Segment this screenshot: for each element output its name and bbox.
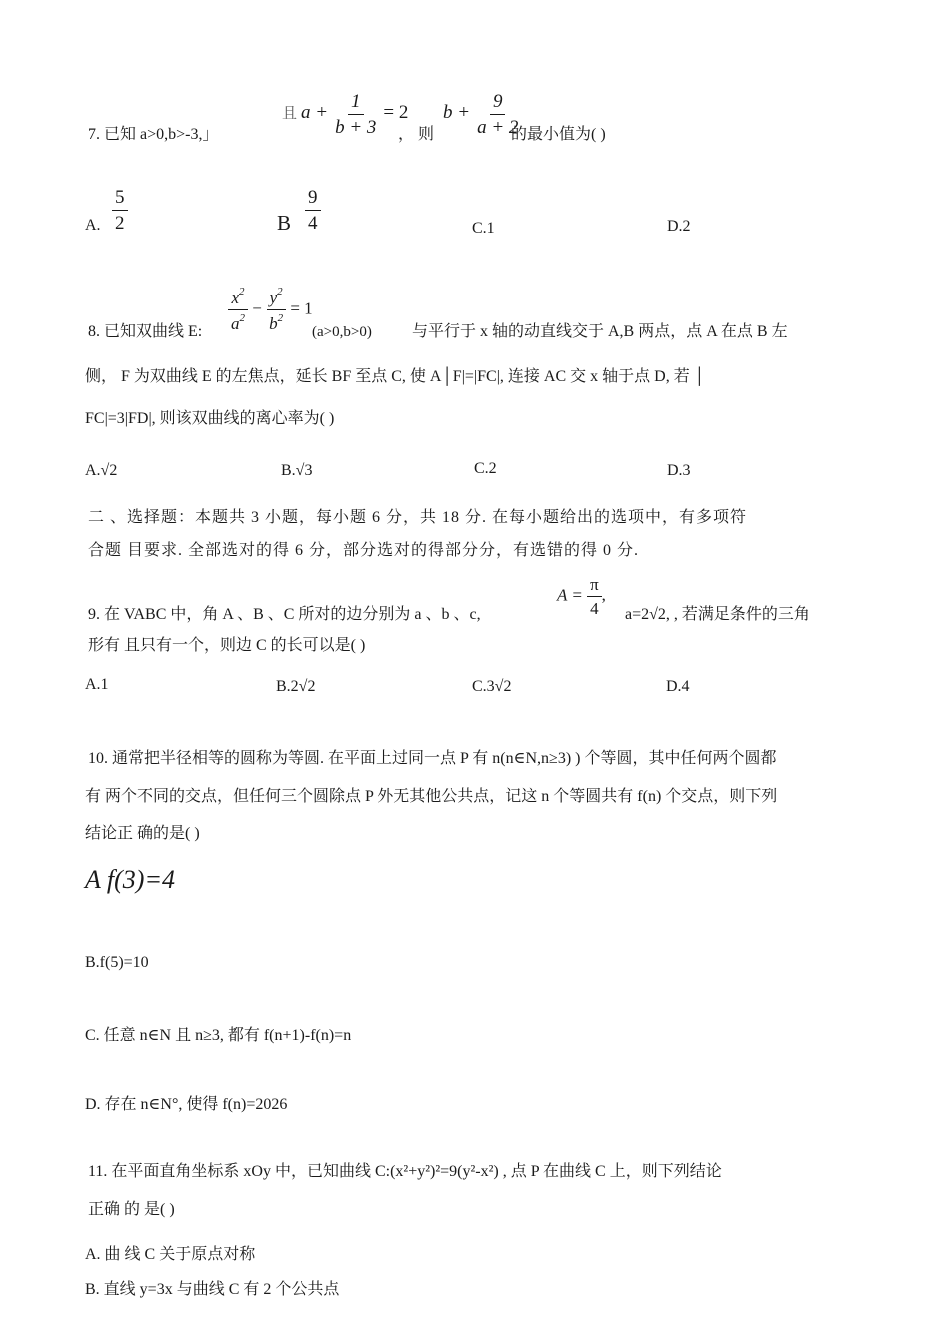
q7-option-a-value — [112, 188, 128, 233]
q8-sq-x: 2 — [239, 286, 245, 298]
q7-option-b-label: B — [277, 211, 292, 235]
q9-line1-suffix: a=2√2, , 若满足条件的三角 — [625, 606, 810, 623]
q11-line1: 11. 在平面直角坐标系 xOy 中，已知曲线 C:(x²+y²)²=9(y²-x²) , 点 P 在曲线 C 上，则下列结论 — [88, 1163, 722, 1180]
q9-line1-prefix: 9. 在 VABC 中，角 A 、B 、C 所对的边分别为 a 、b 、c, — [88, 606, 481, 623]
q7-cond-rhs: = 2 — [383, 102, 409, 124]
q8-a: a — [231, 314, 240, 333]
q8-y: y — [269, 288, 278, 307]
q7-expr-b: b + — [443, 102, 471, 124]
q10-option-c: C. 任意 n∈N 且 n≥3, 都有 f(n+1)-f(n)=n — [85, 1027, 352, 1044]
q7-cond-lead: 且 — [282, 106, 298, 123]
q8-option-d: D.3 — [667, 462, 691, 479]
q7-target-expression — [443, 92, 521, 137]
q7-stem-tail: 的最小值为( ) — [511, 126, 606, 143]
q8-option-c: C.2 — [474, 460, 497, 477]
q7-option-c: C.1 — [472, 220, 495, 237]
q7-expr-numerator: 9 — [490, 92, 506, 115]
q10-line3: 结论正 确的是( ) — [85, 825, 200, 842]
q7-condition-formula — [282, 92, 408, 137]
q7-expr-denominator: a + 2 — [477, 117, 519, 138]
q7-then: ， 则 — [398, 126, 435, 143]
q9-option-b: B.2√2 — [276, 678, 316, 695]
q9-line2: 形有 且只有一个，则边 C 的长可以是( ) — [88, 637, 366, 654]
q7-cond-numerator: 1 — [348, 92, 364, 115]
q7-option-b-value — [305, 188, 321, 233]
q9-angle-formula — [557, 576, 606, 617]
section2-instruction-line1: 二 、选择题：本题共 3 小题，每小题 6 分，共 18 分. 在每小题给出的选项中，有多项符 — [88, 509, 748, 526]
q7-option-a-num: 5 — [112, 188, 128, 211]
q8-stem-prefix: 8. 已知双曲线 E: — [88, 323, 203, 340]
q9-option-a: A.1 — [85, 676, 109, 693]
q9-angle-pi: π — [587, 576, 602, 597]
q8-condition: (a>0,b>0) — [312, 324, 372, 340]
q9-angle-four: 4 — [590, 599, 599, 618]
q7-cond-denominator: b + 3 — [335, 117, 377, 138]
q8-line1-tail: 与平行于 x 轴的动直线交于 A,B 两点，点 A 在点 B 左 — [412, 323, 788, 340]
q8-x: x — [231, 288, 240, 307]
q9-angle-lhs: A = — [557, 585, 583, 605]
q11-option-a: A. 曲 线 C 关于原点对称 — [85, 1246, 256, 1263]
q8-sq-y: 2 — [277, 286, 283, 298]
q10-option-d: D. 存在 n∈N°, 使得 f(n)=2026 — [85, 1096, 288, 1113]
q10-line1: 10. 通常把半径相等的圆称为等圆. 在平面上过同一点 P 有 n(n∈N,n≥3) ) 个等圆，其中任何两个圆都 — [88, 750, 777, 767]
q9-angle-comma: , — [601, 585, 606, 605]
q8-option-b: B.√3 — [281, 462, 313, 479]
q9-option-d: D.4 — [666, 678, 690, 695]
q7-cond-a: a + — [301, 102, 329, 124]
q9-option-c: C.3√2 — [472, 678, 512, 695]
q8-eq-one: = 1 — [290, 298, 313, 318]
q7-option-a-den: 2 — [115, 213, 125, 234]
section2-instruction-line2: 合题 目要求. 全部选对的得 6 分，部分选对的得部分分，有选错的得 0 分. — [88, 542, 640, 559]
q7-option-a-label: A. — [85, 217, 101, 234]
q8-line3: FC|=3|FD|, 则该双曲线的离心率为( ) — [85, 410, 335, 427]
q7-cond-fraction — [332, 92, 379, 137]
q7-stem-prefix: 7. 已知 a>0,b>-3,」 — [88, 126, 219, 143]
q11-option-b: B. 直线 y=3x 与曲线 C 有 2 个公共点 — [85, 1281, 340, 1298]
q8-sq-a: 2 — [239, 312, 245, 324]
q8-line2: 侧， F 为双曲线 E 的左焦点，延长 BF 至点 C, 使 A│F|=|FC|, 连接 AC 交 x 轴于点 D, 若 │ — [85, 368, 706, 385]
q7-option-d: D.2 — [667, 218, 691, 235]
q8-b: b — [269, 314, 278, 333]
q8-option-a: A.√2 — [85, 462, 118, 479]
q8-sq-b: 2 — [277, 312, 284, 324]
q7-option-b-den: 4 — [308, 213, 318, 234]
q8-minus: − — [252, 298, 262, 318]
q11-line2: 正确 的 是( ) — [88, 1201, 175, 1218]
q10-option-a: A f(3)=4 — [85, 865, 175, 894]
q10-option-b: B.f(5)=10 — [85, 954, 149, 971]
q10-line2: 有 两个不同的交点，但任何三个圆除点 P 外无其他公共点，记这 n 个等圆共有 f(n) 个交点，则下列 — [85, 788, 778, 805]
q7-option-b-num: 9 — [305, 188, 321, 211]
q8-hyperbola-equation — [228, 287, 313, 332]
